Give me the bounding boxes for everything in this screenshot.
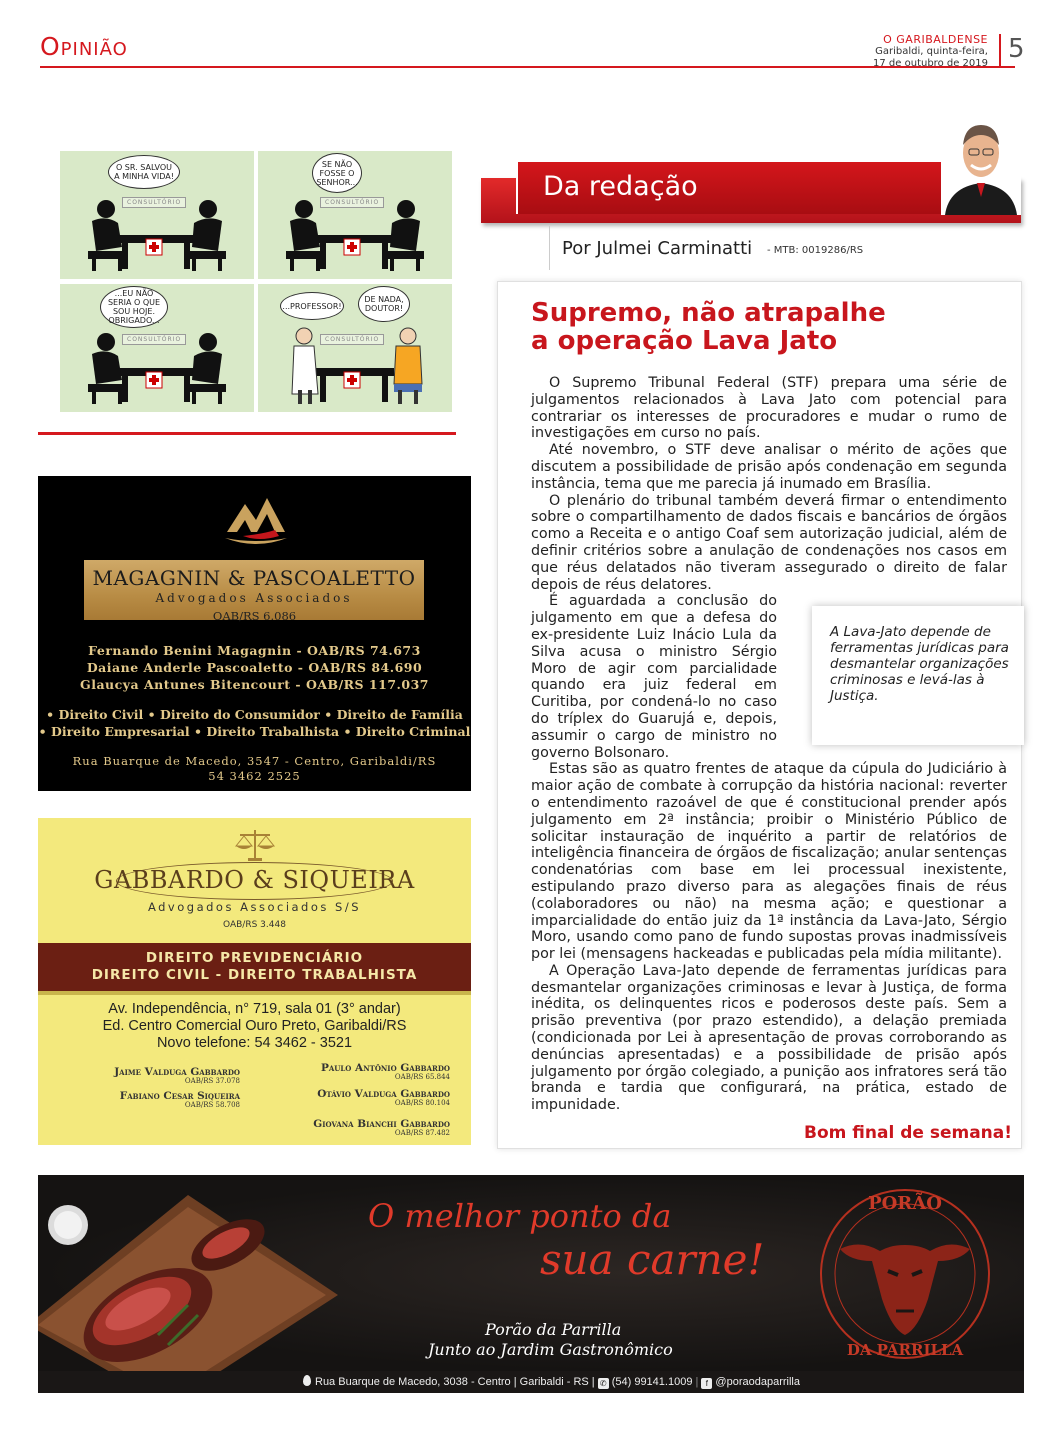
ad-porao-da-parrilla[interactable]: [38, 1175, 1024, 1371]
firm-oab: OAB/RS 6.086: [212, 609, 297, 623]
ad-gabbardo-siqueira[interactable]: [38, 818, 471, 1145]
lawyer-name: Giovana Bianchi Gabbardo: [313, 1118, 450, 1130]
firm-name: MAGAGNIN & PASCOALETTO: [92, 566, 416, 590]
restaurant-name: Porão da Parrilla: [485, 1320, 622, 1339]
comic-panel-2: [258, 151, 452, 279]
article-paragraph: Estas são as quatro frentes de ataque da cúpula do Judiciário à maior ação de combate à corrupção da história nacional: reverter o entendimento razoável de que é constitucional prender após julgamento em 2ª instância; proibir o Ministério Público de solicitar instauração de inquérito a partir de relatórios de inteligência financeira de órgãos de fiscalização; anular sentenças condenatórias com base em lei processual inexistente, estipulando prazo diverso para as alegações finais de réus (colaboradores ou não) na mesma ação; e questionar a imparcialidade do então juiz da 1ª instância da Lava-Jato, Sérgio Moro, usando como pano de fundo supostas provas inadmissíveis por lei (mensagens hackeadas e publicadas pela mídia militante).: [531, 761, 1007, 963]
lawyer-oab: OAB/RS 80.104: [394, 1099, 450, 1107]
lawyer-oab: OAB/RS 65.844: [394, 1073, 450, 1081]
lawyer-name: Fernando Benini Magagnin - OAB/RS 74.673: [88, 643, 421, 658]
consultorio-sign: CONSULTÓRIO: [122, 334, 186, 345]
article-signoff: Bom final de semana!: [804, 1123, 1012, 1143]
publication-name: O GARIBALDENSE: [883, 33, 988, 46]
speech-bubble-reply: DE NADA, DOUTOR!: [358, 286, 410, 322]
section-title: Opinião: [40, 32, 128, 61]
firm-name: GABBARDO & SIQUEIRA: [94, 866, 415, 894]
headline-line: Supremo, não atrapalhe: [531, 298, 886, 328]
scales-of-justice-icon: [234, 828, 276, 864]
author-photo: [941, 113, 1021, 215]
author-portrait-illustration: [941, 113, 1021, 215]
band-underline: [38, 991, 471, 995]
steak-board-illustration: [38, 1175, 338, 1371]
comic-divider: [38, 432, 456, 435]
author-mtb: - MTB: 0019286/RS: [767, 245, 864, 256]
practice-areas: [38, 706, 471, 740]
lawyer-entry: [60, 1066, 240, 1085]
author-divider: [549, 226, 550, 270]
consultorio-sign: CONSULTÓRIO: [122, 197, 186, 208]
article-paragraph: Até novembro, o STF deve analisar o mérito de ações que discutem a possibilidade de prisão após condenação em segunda instância, tema que me parecia já inumado em Brasília.: [531, 442, 1007, 492]
practice-area: DIREITO PREVIDENCIÁRIO: [145, 950, 364, 966]
headline-line: a operação Lava Jato: [531, 326, 838, 356]
mountain-logo-icon: [223, 492, 289, 554]
column-title: Da redação: [543, 171, 698, 202]
article-paragraph: O Supremo Tribunal Federal (STF) prepara uma série de julgamentos relacionados à Lava Jato com potencial para contrariar os interesses de procuradores e mudar o rumo de investigações em curso no país.: [531, 375, 1007, 442]
ad-contact-bar: [38, 1371, 1024, 1393]
restaurant-location: Junto ao Jardim Gastronômico: [428, 1340, 673, 1359]
firm-address-block: [38, 1001, 471, 1052]
bull-skull-logo-icon: [810, 1179, 1000, 1369]
lawyer-name: Fabiano Cesar Siqueira: [119, 1090, 240, 1102]
header-rule: [40, 66, 1015, 68]
contact-line: Rua Buarque de Macedo, 3038 - Centro | Garibaldi - RS | ✆ (54) 99141.1009 | f @poraodaparrilla: [303, 1371, 800, 1393]
practice-areas-line: • Direito Empresarial • Direito Trabalhista • Direito Criminal: [38, 724, 471, 739]
slogan-line-2: sua carne!: [540, 1235, 765, 1284]
firm-address: Rua Buarque de Macedo, 3547 - Centro, Garibaldi/RS: [72, 754, 437, 768]
lawyer-oab: OAB/RS 58.708: [184, 1101, 240, 1109]
speech-bubble: SE NÃO FOSSE O SENHOR...: [312, 153, 362, 193]
practice-area: DIREITO CIVIL - DIREITO TRABALHISTA: [91, 967, 418, 983]
lawyer-oab: OAB/RS 87.482: [394, 1129, 450, 1137]
practice-areas-band: [38, 943, 471, 991]
address-line: Av. Independência, n° 719, sala 01 (3° andar): [108, 1001, 401, 1017]
firm-oab: OAB/RS 3.448: [223, 920, 286, 930]
speech-bubble: O SR. SALVOU A MINHA VIDA!: [108, 155, 180, 189]
page-number-divider: [999, 34, 1001, 68]
comic-strip: [60, 151, 452, 412]
firm-phone: 54 3462 2525: [208, 769, 301, 783]
restaurant-social[interactable]: @poraodaparrilla: [715, 1376, 800, 1388]
slogan-line-1: O melhor ponto da: [368, 1197, 672, 1235]
seal-top-text: PORÃO: [868, 1193, 942, 1214]
lawyer-entry: [260, 1088, 450, 1107]
seal-bottom-text: DA PARRILLA: [846, 1341, 964, 1359]
page-number: 5: [1008, 34, 1025, 64]
facebook-icon: f: [701, 1378, 712, 1389]
pullquote: A Lava-Jato depende de ferramentas jurídicas para desmantelar organizações criminosas e levá-las à Justiça.: [812, 606, 1024, 745]
lawyer-name: Glaucya Antunes Bitencourt - OAB/RS 117.037: [80, 677, 429, 692]
lawyer-entry: [260, 1062, 450, 1081]
lawyer-name: Paulo Antônio Gabbardo: [320, 1062, 450, 1074]
address-line: Ed. Centro Comercial Ouro Preto, Garibaldi/RS: [102, 1018, 407, 1034]
dateline-2: 17 de outubro de 2019: [873, 58, 988, 69]
lawyer-name: Otávio Valduga Gabbardo: [317, 1088, 450, 1100]
consultorio-sign: CONSULTÓRIO: [320, 334, 384, 345]
lawyer-name: Jaime Valduga Gabbardo: [114, 1066, 240, 1078]
comic-panel-3: [60, 284, 254, 412]
comic-panel-4: [258, 284, 452, 412]
article-paragraph: O plenário do tribunal também deverá firmar o entendimento sobre o compartilhamento de dados fiscais e bancários de órgãos como a Receita e o antigo Coaf sem autorização judicial, além de definir critérios sobre a anulação de condenações nos casos em que réus delatados não tiveram assegurado o direito de falar depois de réus delatores.: [531, 492, 1007, 593]
lawyer-oab: OAB/RS 37.078: [184, 1077, 240, 1085]
lawyer-entry: [60, 1090, 240, 1109]
publication-info: [873, 34, 988, 70]
ad-magagnin-pascoaletto[interactable]: [38, 476, 471, 791]
comic-panel-1: [60, 151, 254, 279]
restaurant-address: Rua Buarque de Macedo, 3038 - Centro | Garibaldi - RS |: [315, 1376, 595, 1388]
lawyer-name: Daiane Anderle Pascoaletto - OAB/RS 84.690: [86, 660, 423, 675]
consultorio-sign: CONSULTÓRIO: [320, 197, 384, 208]
location-pin-icon: [303, 1375, 311, 1386]
phone-line: Novo telefone: 54 3462 - 3521: [156, 1035, 353, 1051]
column-author: Por Julmei Carminatti: [562, 238, 753, 259]
dateline-1: Garibaldi, quinta-feira,: [875, 46, 988, 57]
article-headline: [531, 299, 886, 355]
phone-icon: ✆: [598, 1378, 609, 1389]
restaurant-phone[interactable]: (54) 99141.1009: [611, 1376, 693, 1388]
practice-areas-line: • Direito Civil • Direito do Consumidor • Direito de Família: [46, 707, 463, 722]
speech-bubble: ...EU NÃO SERIA O QUE SOU HOJE. OBRIGADO...: [100, 286, 168, 328]
lawyer-list: [38, 642, 471, 693]
firm-contact: [38, 754, 471, 784]
article-paragraph: É aguardada a conclusão do julgamento em que a defesa do ex-presidente Luiz Inácio Lula da Silva acusa o ministro Sérgio Moro de agir com parcialidade quando era juiz federal em Curitiba, por condená-lo no caso do tríplex do Guarujá e, depois, assumir o cargo de ministro no governo Bolsonaro.: [531, 593, 777, 761]
speech-bubble-professor: ...PROFESSOR!: [280, 292, 344, 320]
lawyer-entry: [220, 1118, 450, 1137]
article-paragraph: A Operação Lava-Jato depende de ferramentas jurídicas para desmantelar organizações criminosas e levar à Justiça, de forma inédita, os delinquentes ricos e poderosos deste país. Sem a prisão preventiva (por prazo estendido), a delação premiada (condicionada por Lei à apresentação de provas corroborando as denúncias apresentadas) e a possibilidade de prisão após julgamento por órgão colegiado, a punição aos infratores será tão branda e tardia que configurará, na prática, estado de impunidade.: [531, 962, 1007, 1114]
firm-subtitle: Advogados Associados S/S: [147, 900, 362, 914]
firm-subtitle: Advogados Associados: [155, 591, 353, 605]
